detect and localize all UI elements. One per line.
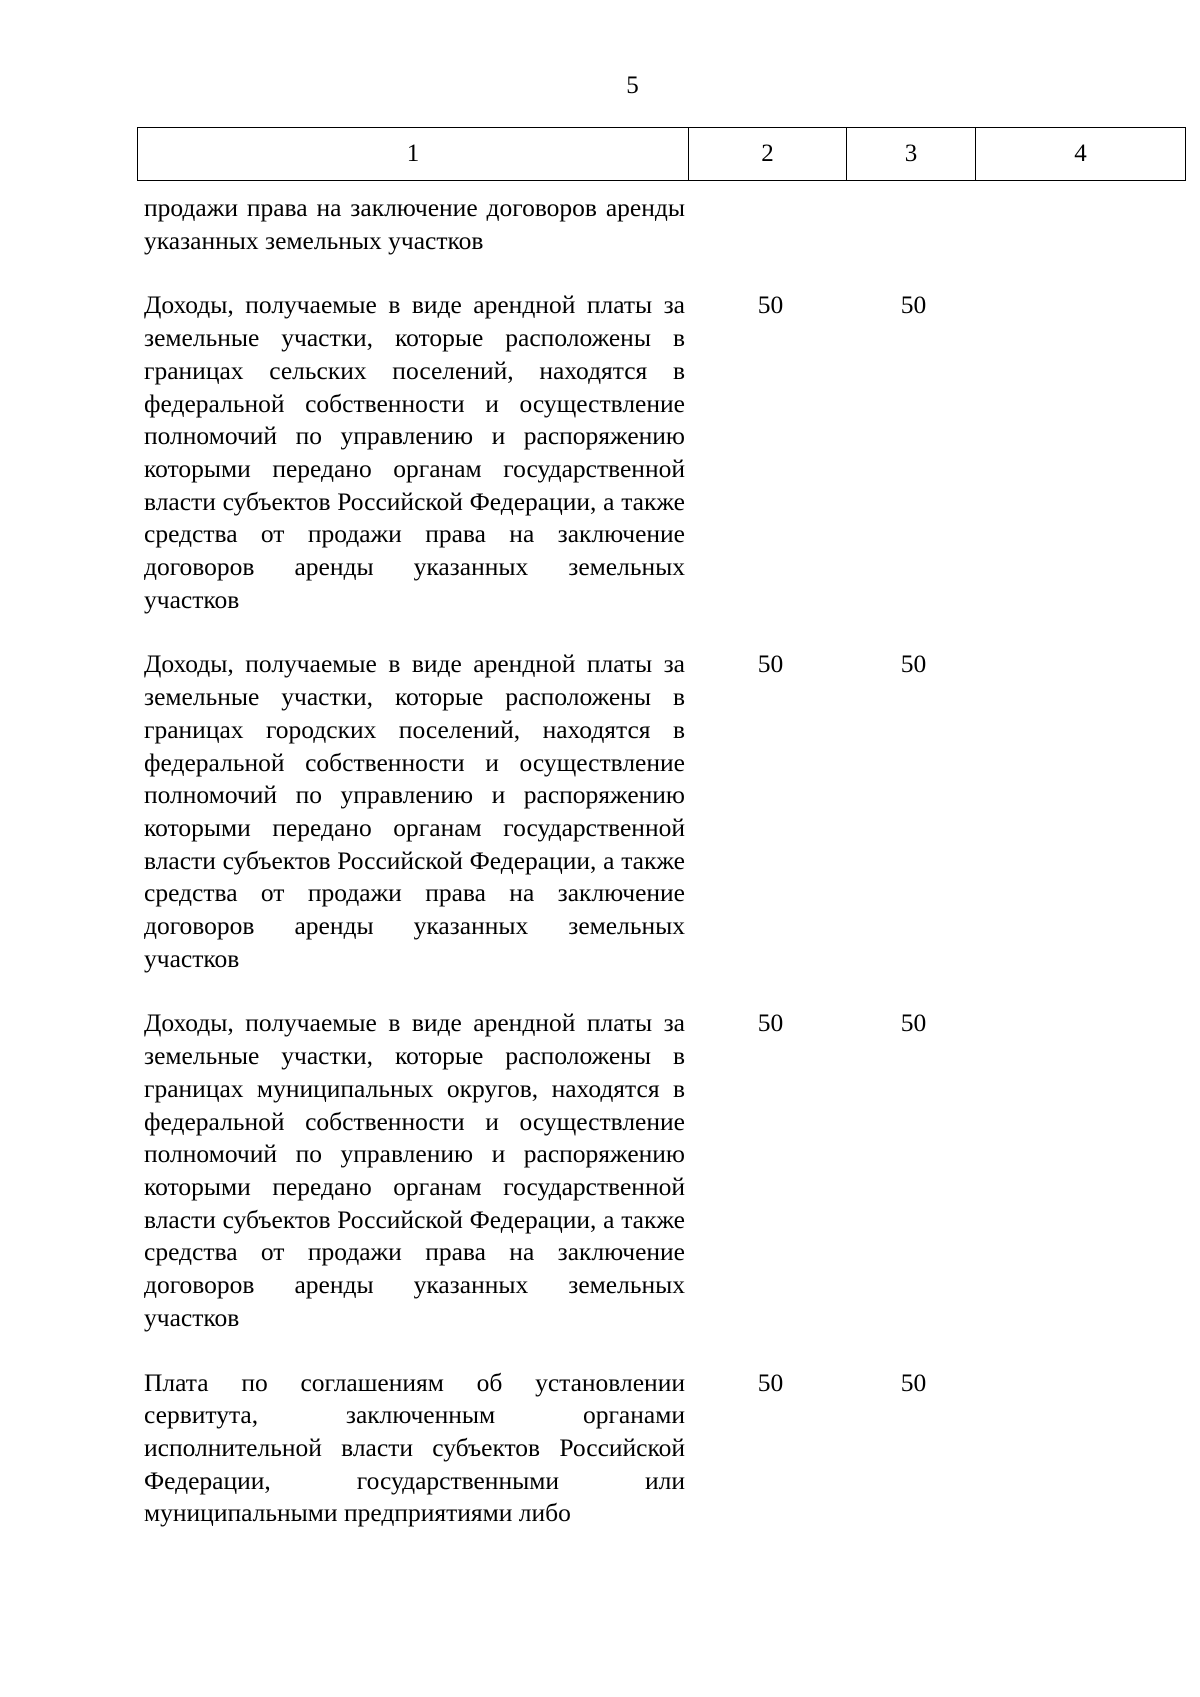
table-row	[144, 192, 1184, 257]
row-value-col3: 50	[900, 649, 927, 679]
row-description: продажи права на заключение договоров аренды указанных земельных участков	[144, 193, 685, 255]
row-value-col2: 50	[757, 1367, 784, 1397]
row-value-col2: 50	[757, 290, 784, 320]
row-description: Доходы, получаемые в виде арендной платы за земельные участки, которые расположены в границах сельских поселений, находятся в федеральной собственности и осуществление полномочий по управлению и распоряжению которыми передано органам государственной власти субъектов Российской Федерации, а также средства от продажи права на заключение договоров аренды указанных земельных участков	[144, 290, 685, 614]
table-row	[144, 648, 1184, 975]
row-value-col2: 50	[757, 1008, 784, 1038]
row-value-col3: 50	[900, 290, 927, 320]
column-header-3: 3	[847, 128, 976, 181]
column-header-2: 2	[689, 128, 847, 181]
column-header-table	[137, 127, 1186, 181]
table-row	[144, 1367, 1184, 1531]
row-value-col3: 50	[900, 1008, 927, 1038]
row-value-col2: 50	[757, 649, 784, 679]
row-description: Доходы, получаемые в виде арендной платы за земельные участки, которые расположены в границах муниципальных округов, находятся в федеральной собственности и осуществление полномочий по управлению и распоряжению которыми передано органам государственной власти субъектов Российской Федерации, а также средства от продажи права на заключение договоров аренды указанных земельных участков	[144, 1008, 685, 1332]
table-row	[144, 1007, 1184, 1334]
page-number: 5	[626, 72, 639, 99]
table-row	[144, 289, 1184, 616]
row-description: Доходы, получаемые в виде арендной платы за земельные участки, которые расположены в границах городских поселений, находятся в федеральной собственности и осуществление полномочий по управлению и распоряжению которыми передано органам государственной власти субъектов Российской Федерации, а также средства от продажи права на заключение договоров аренды указанных земельных участков	[144, 649, 685, 973]
column-header-1: 1	[138, 128, 689, 181]
column-header-row	[138, 128, 1186, 181]
table-body	[144, 192, 1184, 1530]
column-header-4: 4	[976, 128, 1186, 181]
row-value-col3: 50	[900, 1367, 927, 1397]
row-description: Плата по соглашениям об установлении сервитута, заключенным органами исполнительной власти субъектов Российской Федерации, государственными или муниципальными предприятиями либо	[144, 1367, 685, 1528]
